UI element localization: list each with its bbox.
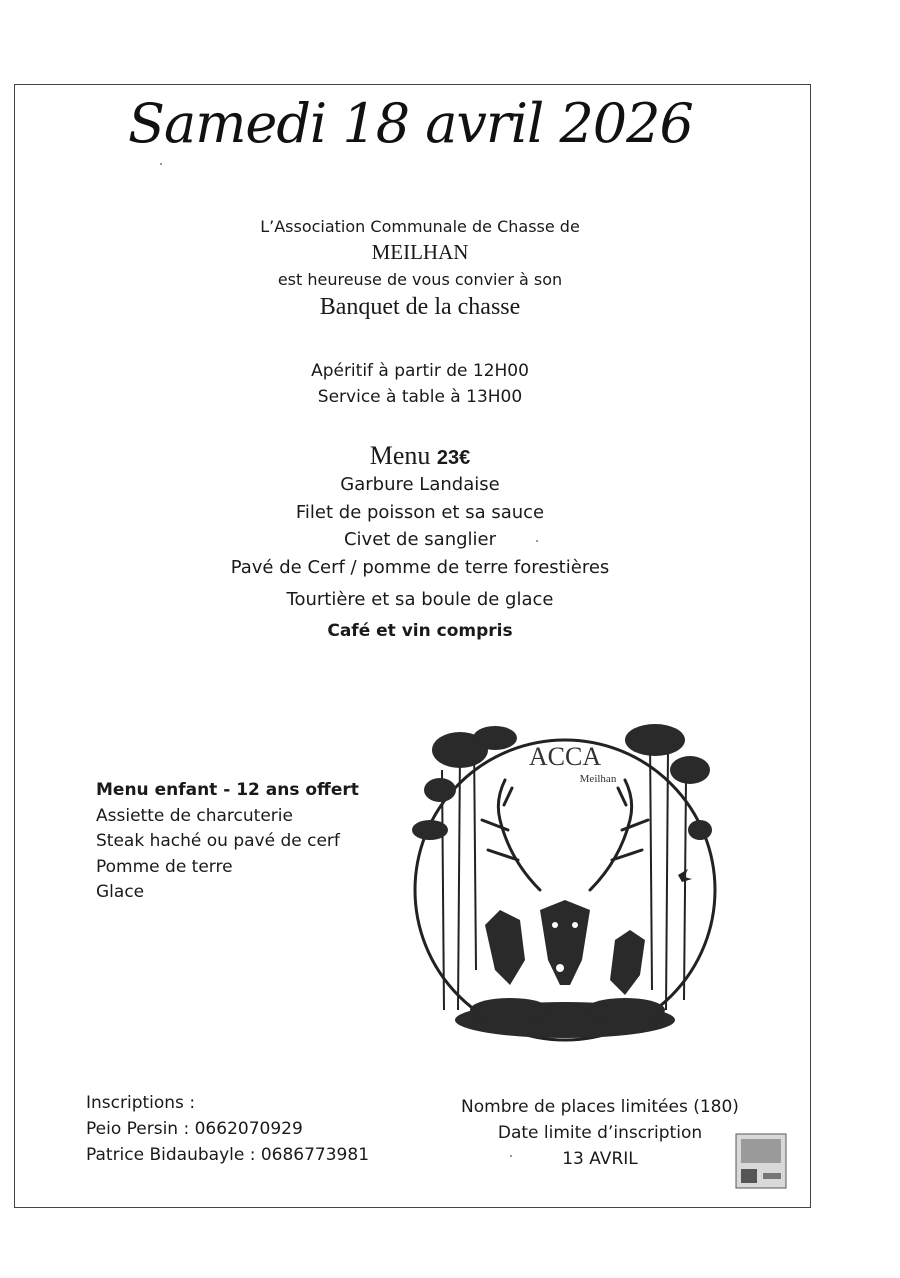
places-block	[445, 1094, 755, 1172]
menu-heading	[0, 441, 840, 471]
page-title: Samedi 18 avril 2026	[128, 92, 693, 155]
deadline-label: Date limite d’inscription	[497, 1123, 703, 1143]
event-name: Banquet de la chasse	[319, 294, 521, 320]
menu-price: 23€	[436, 447, 471, 469]
acca-deer-logo	[400, 710, 730, 1060]
printer-stamp-icon	[735, 1133, 787, 1189]
inscriptions-block	[86, 1090, 369, 1168]
kids-menu-item: Glace	[96, 882, 145, 903]
inscriptions-label: Inscriptions :	[86, 1093, 196, 1113]
kids-menu-item: Assiette de charcuterie	[96, 805, 293, 826]
places-limit: Nombre de places limitées (180)	[461, 1097, 739, 1117]
menu-dish: Civet de sanglier	[343, 529, 496, 550]
logo-place: Meilhan	[579, 773, 617, 785]
kids-menu	[96, 778, 359, 906]
logo-acca: ACCA	[528, 742, 602, 771]
scan-speck	[160, 163, 162, 165]
menu-dish: Pavé de Cerf / pomme de terre forestières	[230, 557, 610, 578]
menu-dish: Filet de poisson et sa sauce	[295, 502, 545, 523]
scan-speck	[510, 1155, 512, 1157]
contact-line: Patrice Bidaubayle : 0686773981	[86, 1145, 370, 1165]
deadline-date: 13 AVRIL	[562, 1149, 638, 1169]
town-name: MEILHAN	[371, 240, 469, 264]
menu-dish: Garbure Landaise	[340, 474, 500, 495]
scan-speck	[536, 540, 538, 542]
aperitif-time: Apéritif à partir de 12H00	[311, 361, 529, 381]
invitation-line: est heureuse de vous convier à son	[277, 270, 563, 289]
drinks-included: Café et vin compris	[327, 621, 513, 641]
service-time: Service à table à 13H00	[317, 387, 523, 407]
association-line: L’Association Communale de Chasse de	[260, 217, 580, 236]
kids-menu-title: Menu enfant - 12 ans offert	[96, 780, 359, 800]
contact-line: Peio Persin : 0662070929	[86, 1119, 303, 1139]
menu-dish: Tourtière et sa boule de glace	[286, 589, 554, 610]
kids-menu-item: Steak haché ou pavé de cerf	[96, 831, 340, 852]
menu-title: Menu	[369, 441, 431, 470]
kids-menu-item: Pomme de terre	[96, 856, 233, 877]
